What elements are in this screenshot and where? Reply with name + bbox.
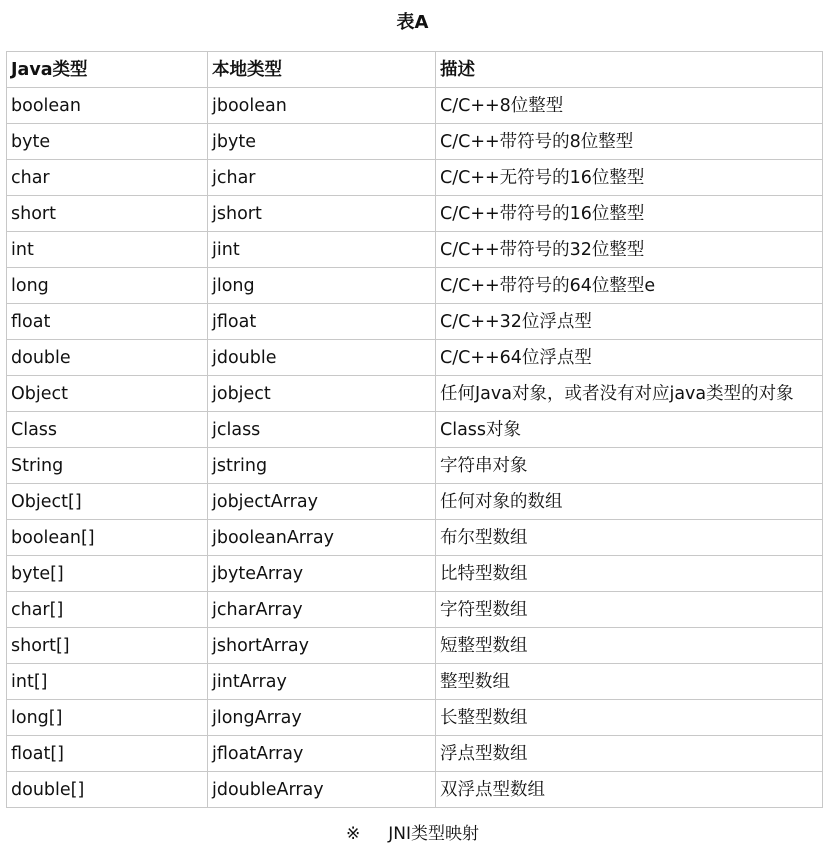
native-type-cell: jintArray bbox=[208, 664, 436, 700]
table-row bbox=[7, 736, 823, 772]
description-cell: C/C++带符号的8位整型 bbox=[436, 124, 823, 160]
description-cell: 任何对象的数组 bbox=[436, 484, 823, 520]
java-type-cell: double bbox=[7, 340, 208, 376]
description-cell: 布尔型数组 bbox=[436, 520, 823, 556]
table-row bbox=[7, 628, 823, 664]
description-cell: 短整型数组 bbox=[436, 628, 823, 664]
description-cell: C/C++64位浮点型 bbox=[436, 340, 823, 376]
table-row bbox=[7, 556, 823, 592]
table-row bbox=[7, 484, 823, 520]
java-type-cell: boolean[] bbox=[7, 520, 208, 556]
native-type-cell: jlong bbox=[208, 268, 436, 304]
table-body bbox=[7, 88, 823, 808]
native-type-cell: jfloatArray bbox=[208, 736, 436, 772]
native-type-cell: jlongArray bbox=[208, 700, 436, 736]
native-type-cell: jfloat bbox=[208, 304, 436, 340]
description-cell: 双浮点型数组 bbox=[436, 772, 823, 808]
description-cell: C/C++32位浮点型 bbox=[436, 304, 823, 340]
java-type-cell: String bbox=[7, 448, 208, 484]
java-type-cell: int bbox=[7, 232, 208, 268]
native-type-cell: jbyteArray bbox=[208, 556, 436, 592]
description-cell: 比特型数组 bbox=[436, 556, 823, 592]
table-row bbox=[7, 196, 823, 232]
description-cell: 字符串对象 bbox=[436, 448, 823, 484]
native-type-cell: jobject bbox=[208, 376, 436, 412]
java-type-cell: int[] bbox=[7, 664, 208, 700]
description-cell: 任何Java对象，或者没有对应java类型的对象 bbox=[436, 376, 823, 412]
table-row bbox=[7, 268, 823, 304]
native-type-cell: jshortArray bbox=[208, 628, 436, 664]
description-cell: C/C++带符号的16位整型 bbox=[436, 196, 823, 232]
native-type-cell: jstring bbox=[208, 448, 436, 484]
native-type-cell: jchar bbox=[208, 160, 436, 196]
table-row bbox=[7, 88, 823, 124]
native-type-cell: jbyte bbox=[208, 124, 436, 160]
java-type-cell: Object[] bbox=[7, 484, 208, 520]
description-cell: C/C++带符号的64位整型e bbox=[436, 268, 823, 304]
description-cell: C/C++带符号的32位整型 bbox=[436, 232, 823, 268]
header-native-type: 本地类型 bbox=[208, 52, 436, 88]
header-description: 描述 bbox=[436, 52, 823, 88]
native-type-cell: jobjectArray bbox=[208, 484, 436, 520]
table-row bbox=[7, 376, 823, 412]
description-cell: 整型数组 bbox=[436, 664, 823, 700]
table-caption bbox=[0, 823, 825, 845]
description-cell: 长整型数组 bbox=[436, 700, 823, 736]
description-cell: C/C++8位整型 bbox=[436, 88, 823, 124]
table-row bbox=[7, 412, 823, 448]
java-type-cell: long bbox=[7, 268, 208, 304]
java-type-cell: float[] bbox=[7, 736, 208, 772]
table-row bbox=[7, 520, 823, 556]
native-type-cell: jshort bbox=[208, 196, 436, 232]
native-type-cell: jboolean bbox=[208, 88, 436, 124]
java-type-cell: long[] bbox=[7, 700, 208, 736]
table-row bbox=[7, 124, 823, 160]
java-type-cell: char bbox=[7, 160, 208, 196]
type-mapping-table bbox=[6, 51, 823, 808]
table-row bbox=[7, 232, 823, 268]
java-type-cell: char[] bbox=[7, 592, 208, 628]
description-cell: C/C++无符号的16位整型 bbox=[436, 160, 823, 196]
java-type-cell: float bbox=[7, 304, 208, 340]
header-java-type: Java类型 bbox=[7, 52, 208, 88]
description-cell: 浮点型数组 bbox=[436, 736, 823, 772]
description-cell: 字符型数组 bbox=[436, 592, 823, 628]
native-type-cell: jbooleanArray bbox=[208, 520, 436, 556]
table-row bbox=[7, 772, 823, 808]
native-type-cell: jclass bbox=[208, 412, 436, 448]
table-row bbox=[7, 700, 823, 736]
java-type-cell: double[] bbox=[7, 772, 208, 808]
java-type-cell: short[] bbox=[7, 628, 208, 664]
table-row bbox=[7, 592, 823, 628]
java-type-cell: short bbox=[7, 196, 208, 232]
description-cell: Class对象 bbox=[436, 412, 823, 448]
java-type-cell: byte bbox=[7, 124, 208, 160]
java-type-cell: Class bbox=[7, 412, 208, 448]
native-type-cell: jdoubleArray bbox=[208, 772, 436, 808]
table-title: 表A bbox=[396, 12, 429, 33]
table-row bbox=[7, 340, 823, 376]
native-type-cell: jcharArray bbox=[208, 592, 436, 628]
table-row bbox=[7, 304, 823, 340]
table-row bbox=[7, 448, 823, 484]
native-type-cell: jint bbox=[208, 232, 436, 268]
table-row bbox=[7, 664, 823, 700]
java-type-cell: Object bbox=[7, 376, 208, 412]
reference-mark-icon: ※ bbox=[346, 824, 361, 844]
native-type-cell: jdouble bbox=[208, 340, 436, 376]
java-type-cell: byte[] bbox=[7, 556, 208, 592]
table-header-row bbox=[7, 52, 823, 88]
caption-text: JNI类型映射 bbox=[388, 824, 479, 844]
java-type-cell: boolean bbox=[7, 88, 208, 124]
table-row bbox=[7, 160, 823, 196]
